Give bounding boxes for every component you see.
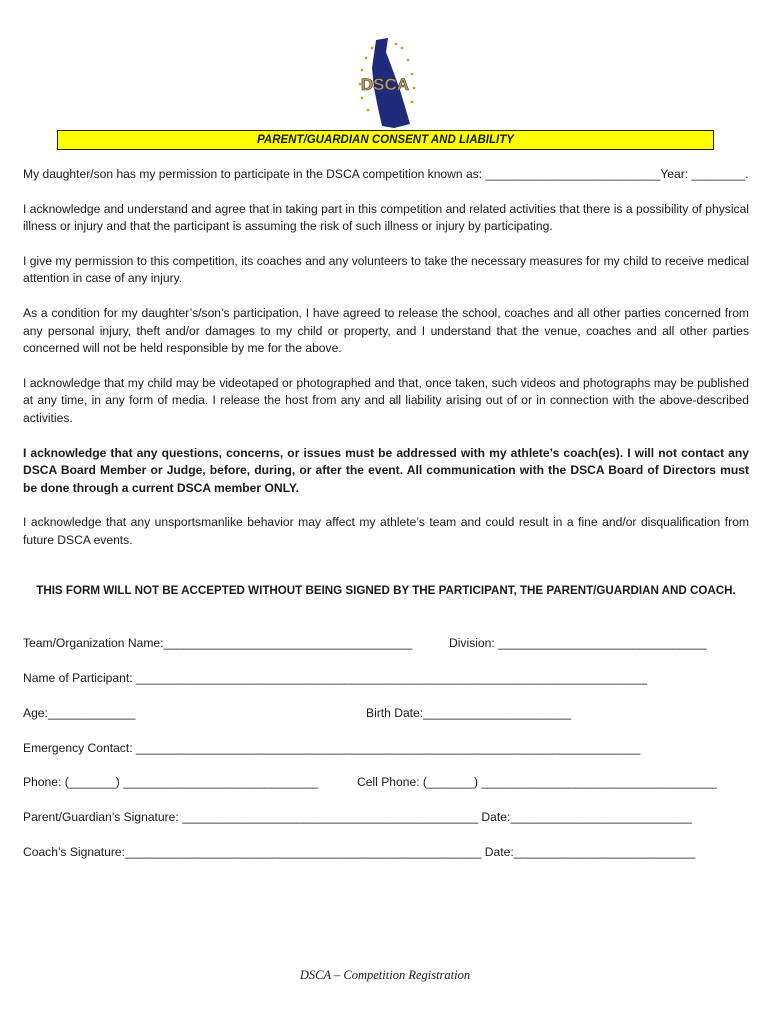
participant-field[interactable]: Name of Participant: ____________________________________________________________________________ <box>23 671 648 685</box>
consent-paragraph: I acknowledge that any unsportsmanlike behavior may affect my athlete’s team and could result in a fine and/or disqualification from future DSCA events. <box>23 515 749 547</box>
form-title: PARENT/GUARDIAN CONSENT AND LIABILITY <box>57 130 714 150</box>
coach-signature-field[interactable]: Coach’s Signature:_____________________________________________________ Date:___________________________ <box>23 845 696 859</box>
consent-paragraph: As a condition for my daughter’s/son’s participation, I have agreed to release the school, coaches and all other parties concerned from any personal injury, theft and/or damages to my child or property, and I understand that the venue, coaches and all other parties concerned will not be held responsible by me for the above. <box>23 305 749 356</box>
logo-text: DSCA <box>360 75 410 94</box>
birth-date-field[interactable]: Birth Date:______________________ <box>366 706 572 720</box>
page-footer: DSCA – Competition Registration <box>299 968 471 982</box>
consent-paragraph: I acknowledge that any questions, concerns, or issues must be addressed with my athlete’s coach(es). I will not contact any DSCA Board Member or Judge, before, during, or after the event. All communication with the DSCA Board of Directors must be done through a current DSCA member ONLY. <box>23 445 749 495</box>
coach-signature-row <box>23 845 749 859</box>
parent-signature-row <box>23 810 749 824</box>
phone-row <box>23 775 749 789</box>
team-row <box>23 636 749 650</box>
parent-signature-field[interactable]: Parent/Guardian’s Signature: ____________________________________________ Date:___________________________ <box>23 810 692 824</box>
emergency-contact-field[interactable]: Emergency Contact: ___________________________________________________________________________ <box>23 741 641 755</box>
age-row <box>23 706 749 720</box>
cell-phone-field[interactable]: Cell Phone: (_______) ___________________________________ <box>357 775 717 789</box>
consent-paragraph: My daughter/son has my permission to participate in the DSCA competition known as: __________________________Year: ________. <box>23 167 749 181</box>
age-field[interactable]: Age:_____________ <box>23 706 136 720</box>
participant-row <box>23 671 749 685</box>
team-field[interactable]: Team/Organization Name:_____________________________________ <box>23 636 413 650</box>
dsca-logo <box>352 38 418 132</box>
division-field[interactable]: Division: _______________________________ <box>449 636 707 650</box>
consent-paragraphs <box>23 166 749 567</box>
consent-paragraph: I give my permission to this competition, its coaches and any volunteers to take the necessary measures for my child to receive medical attention in case of any injury. <box>23 253 749 286</box>
phone-field[interactable]: Phone: (_______) _____________________________ <box>23 775 319 789</box>
consent-paragraph: I acknowledge and understand and agree that in taking part in this competition and related activities that there is a possibility of physical illness or injury and that the participant is assuming the risk of such illness or injury by participating. <box>23 201 749 234</box>
emergency-row <box>23 741 749 755</box>
signature-notice: THIS FORM WILL NOT BE ACCEPTED WITHOUT BEING SIGNED BY THE PARTICIPANT, THE PARENT/GUARDIAN AND COACH. <box>36 584 736 597</box>
consent-paragraph: I acknowledge that my child may be videotaped or photographed and that, once taken, such videos and photographs may be published at any time, in any form of media. I release the host from any and all liability arising out of or in connection with the above-described activities. <box>23 375 749 425</box>
